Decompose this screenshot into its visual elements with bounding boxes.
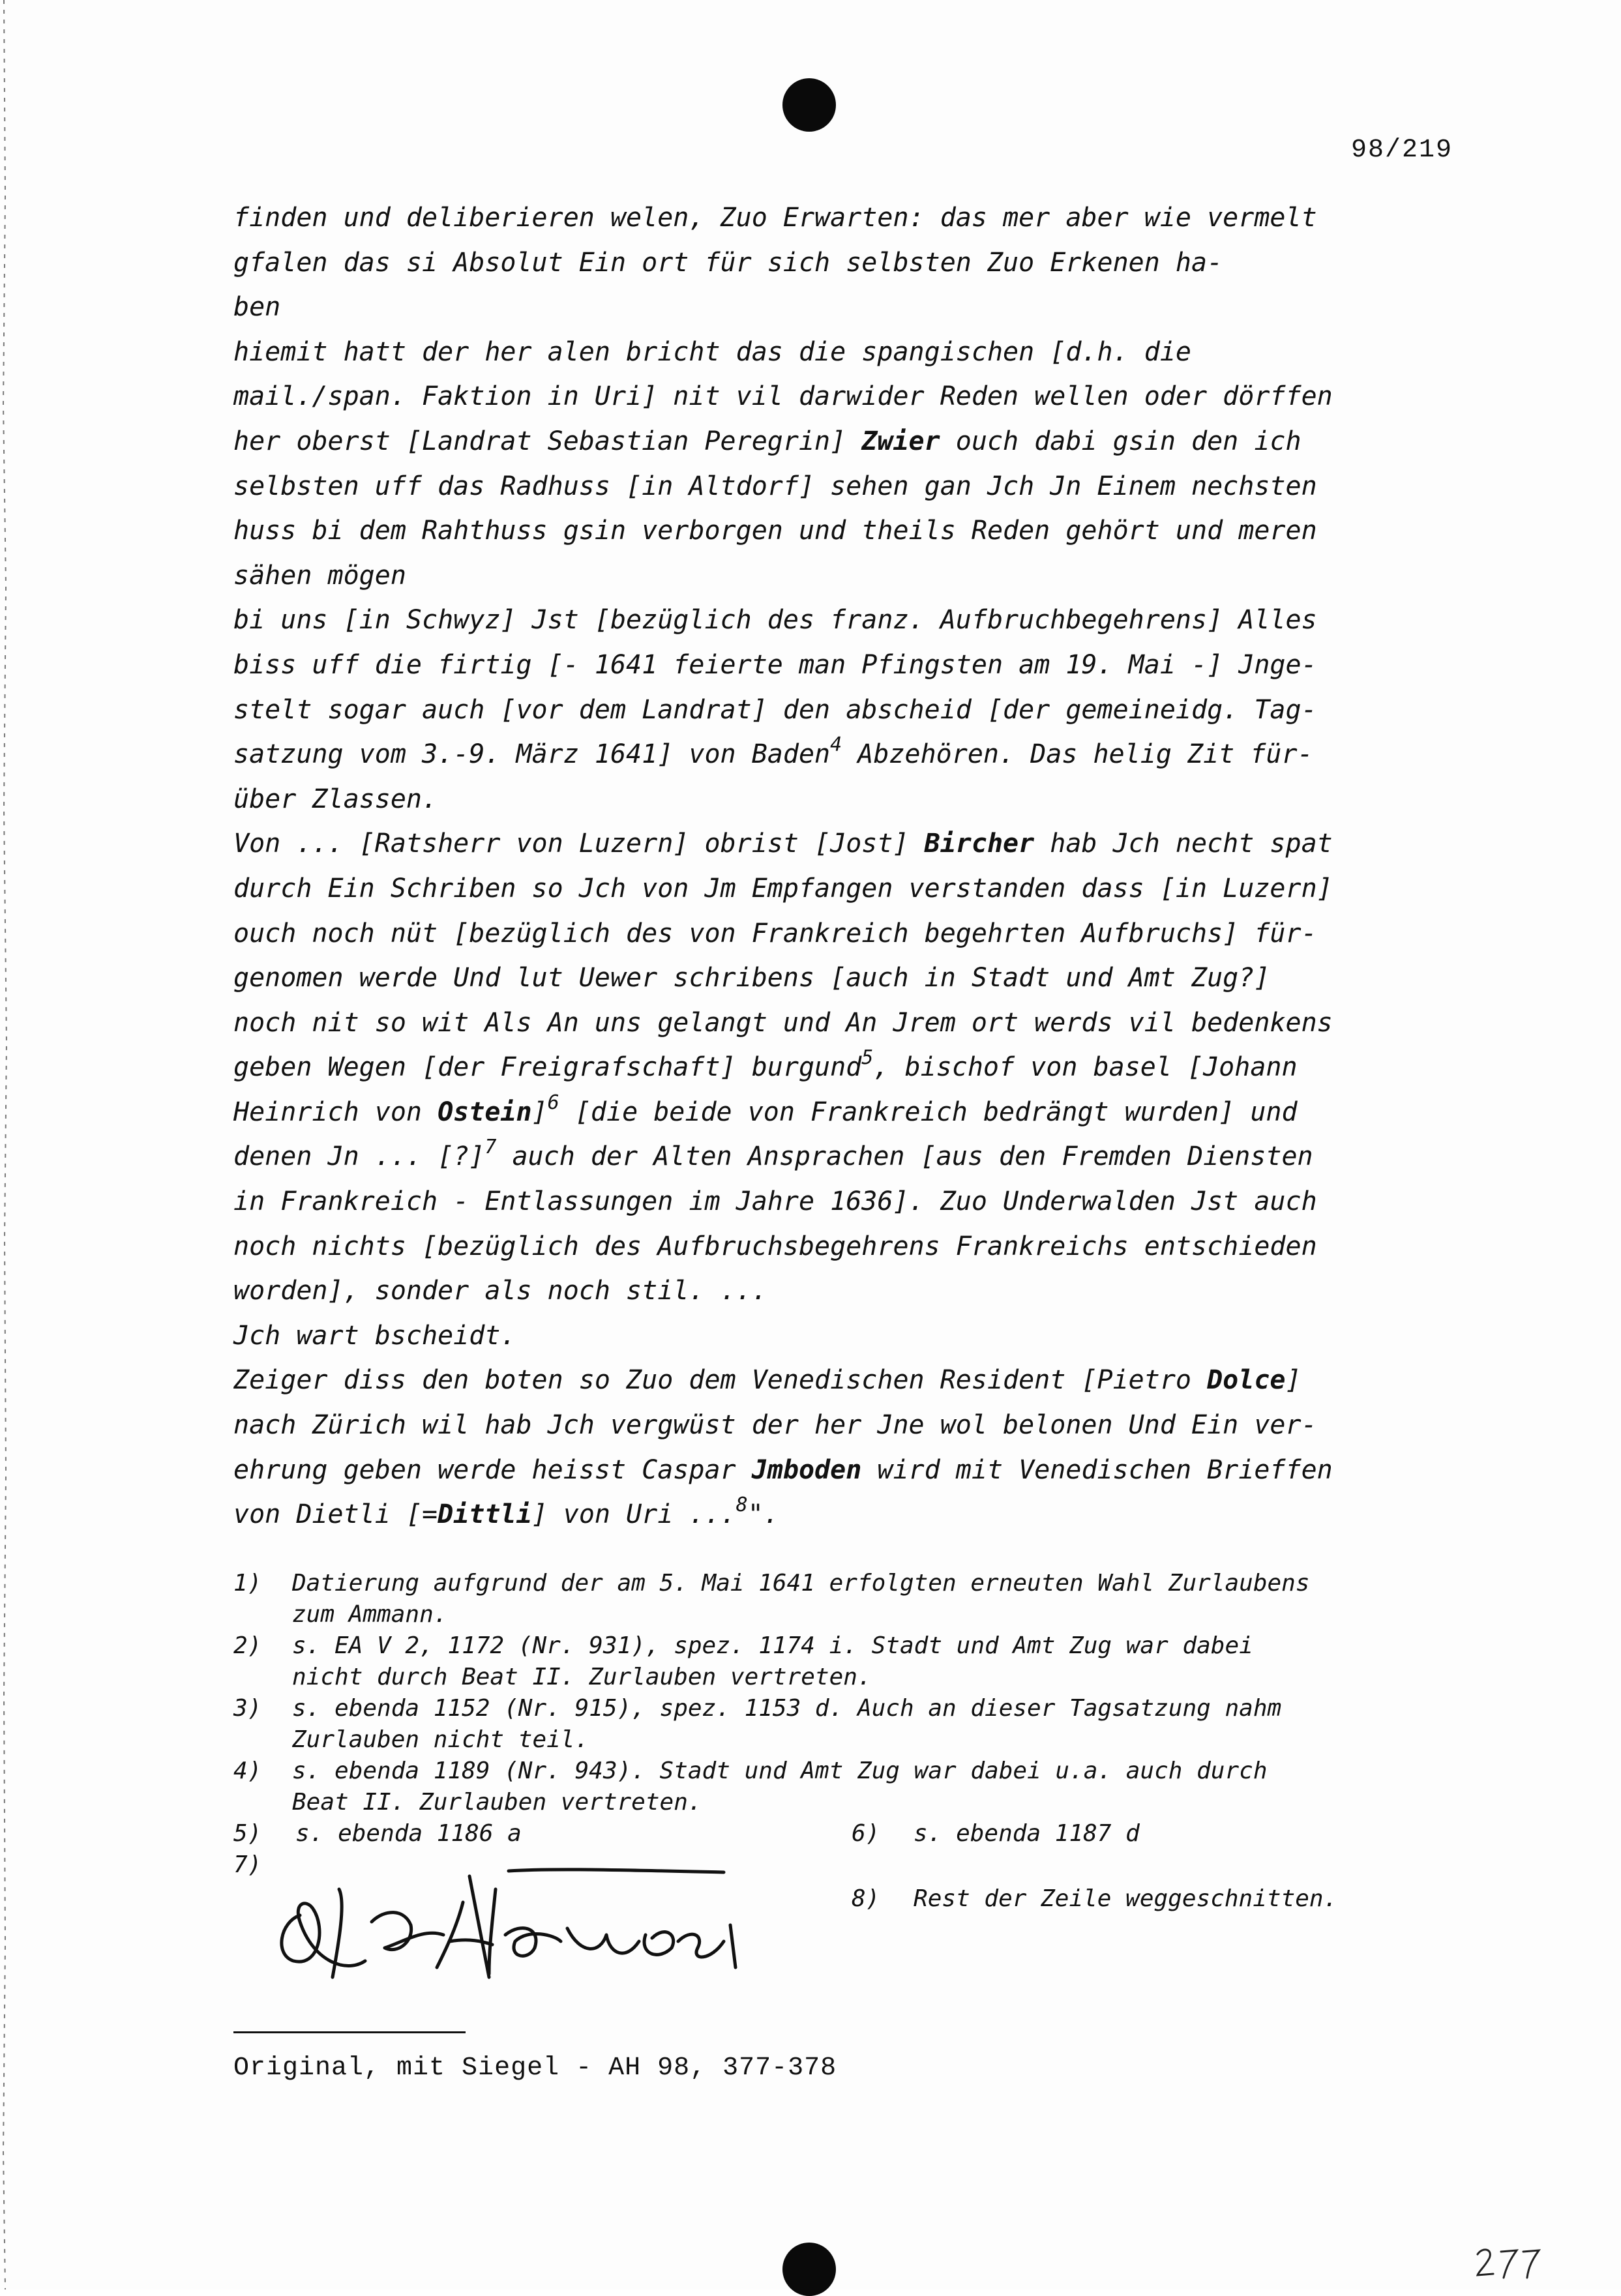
footnotes <box>233 1568 1479 1912</box>
footnote-8 <box>852 1883 1337 1915</box>
text-segment: genomen werde Und lut Uewer schribens [auch in Stadt und Amt Zug?] <box>233 963 1270 993</box>
text-segment: hiemit hatt der her alen bricht das die spangischen [d.h. die <box>233 336 1192 367</box>
text-line <box>233 911 1479 956</box>
text-line <box>233 821 1479 866</box>
text-segment: noch nichts [bezüglich des Aufbruchsbegehrens Frankreichs entschieden <box>233 1231 1317 1261</box>
footnote-text: zum Ammann. <box>292 1601 448 1628</box>
name-bold: Dittli <box>438 1499 532 1530</box>
text-line <box>233 688 1479 733</box>
text-segment: stelt sogar auch [vor dem Landrat] den abscheid [der gemeineidg. Tag- <box>233 694 1317 725</box>
footnote-7 <box>233 1849 261 1881</box>
text-segment: denen Jn ... [?] <box>233 1141 485 1172</box>
handwritten-archive-number <box>1474 2243 1545 2282</box>
text-line <box>233 196 1479 241</box>
text-segment: bi uns [in Schwyz] Jst [bezüglich des franz. Aufbruchbegehrens] Alles <box>233 605 1317 636</box>
text-segment: worden], sonder als noch stil. ... <box>233 1276 767 1306</box>
footnote-number: 2) <box>233 1632 262 1659</box>
footnote-5 <box>233 1818 522 1849</box>
footnote-text: Datierung aufgrund der am 5. Mai 1641 erfolgten erneuten Wahl Zurlaubens <box>292 1570 1310 1597</box>
punch-hole-bottom <box>782 2243 836 2296</box>
footnote-text: nicht durch Beat II. Zurlauben vertreten. <box>292 1664 872 1690</box>
text-segment: Abzehören. Das helig Zit für- <box>842 739 1313 770</box>
text-line <box>233 1269 1479 1314</box>
text-line <box>233 732 1479 777</box>
text-line <box>233 956 1479 1001</box>
scanned-left-edge <box>0 0 16 2289</box>
text-segment: ] <box>1285 1365 1301 1396</box>
footnote-text: s. ebenda 1187 d <box>914 1820 1140 1847</box>
text-segment: ehrung geben werde heisst Caspar <box>233 1454 752 1485</box>
text-line <box>233 464 1479 509</box>
punch-hole-top <box>782 78 836 132</box>
letter-transcription <box>233 196 1479 1537</box>
footnote-reference: 7 <box>484 1136 497 1159</box>
footnote-number: 8) <box>852 1885 880 1912</box>
footnote-text: s. ebenda 1152 (Nr. 915), spez. 1153 d. Auch an dieser Tagsatzung nahm <box>292 1695 1282 1722</box>
text-segment: her oberst [Landrat Sebastian Peregrin] <box>233 426 862 456</box>
name-bold: Dolce <box>1207 1365 1286 1396</box>
text-segment: Zeiger diss den boten so Zuo dem Venedischen Resident [Pietro <box>233 1365 1208 1396</box>
text-line <box>233 374 1479 419</box>
text-segment: ] <box>531 1096 548 1127</box>
text-segment: , bischof von basel [Johann <box>873 1052 1298 1083</box>
footnote-2 <box>233 1630 1479 1693</box>
footnote-text: s. ebenda 1186 a <box>295 1820 522 1847</box>
footer-rule <box>233 2031 466 2033</box>
text-line <box>233 241 1479 286</box>
text-segment: ouch noch nüt [bezüglich des von Frankreich begehrten Aufbruchs] für- <box>233 918 1317 949</box>
footnote-reference: 4 <box>830 733 842 757</box>
text-line <box>233 1224 1479 1269</box>
text-line <box>233 285 1479 330</box>
footnote-reference: 8 <box>736 1494 748 1517</box>
text-line <box>233 1448 1479 1493</box>
text-segment: ouch dabi gsin den ich <box>940 426 1301 456</box>
text-line <box>233 1403 1479 1448</box>
name-bold: Zwier <box>861 426 940 456</box>
handwritten-signature-image <box>274 1863 743 1994</box>
text-segment: auch der Alten Ansprachen [aus den Fremden Diensten <box>496 1141 1313 1172</box>
text-segment: satzung vom 3.-9. März 1641] von Baden <box>233 739 831 770</box>
footnote-1 <box>233 1568 1479 1630</box>
text-segment: huss bi dem Rahthuss gsin verborgen und theils Reden gehört und meren <box>233 516 1317 546</box>
text-line <box>233 777 1479 822</box>
source-citation: Original, mit Siegel - AH 98, 377-378 <box>233 2053 837 2083</box>
footnote-number: 4) <box>233 1758 262 1784</box>
text-segment: mail./span. Faktion in Uri] nit vil darwider Reden wellen oder dörffen <box>233 381 1333 412</box>
text-segment: finden und deliberieren welen, Zuo Erwarten: das mer aber wie vermelt <box>233 203 1317 233</box>
text-segment: sähen mögen <box>233 560 406 591</box>
text-line <box>233 643 1479 688</box>
text-segment: hab Jch necht spat <box>1034 829 1333 859</box>
name-bold: Ostein <box>438 1096 532 1127</box>
text-line <box>233 1314 1479 1359</box>
footnote-number: 5) <box>233 1820 262 1847</box>
text-segment: nach Zürich wil hab Jch vergwüst der her Jne wol belonen Und Ein ver- <box>233 1410 1317 1441</box>
footnote-text: Rest der Zeile weggeschnitten. <box>914 1885 1338 1912</box>
text-segment: biss uff die firtig [- 1641 feierte man Pfingsten am 19. Mai -] Jnge- <box>233 649 1317 680</box>
text-segment: ben <box>233 292 281 323</box>
text-line <box>233 866 1479 911</box>
page-number: 98/219 <box>1351 136 1453 165</box>
footnote-text: s. ebenda 1189 (Nr. 943). Stadt und Amt Zug war dabei u.a. auch durch <box>292 1758 1268 1784</box>
footnote-text: Beat II. Zurlauben vertreten. <box>292 1789 702 1816</box>
text-segment: selbsten uff das Radhuss [in Altdorf] sehen gan Jch Jn Einem nechsten <box>233 471 1317 501</box>
text-segment: Jch wart bscheidt. <box>233 1320 516 1351</box>
text-segment: wird mit Venedischen Brieffen <box>861 1454 1333 1485</box>
text-line <box>233 598 1479 643</box>
text-line <box>233 553 1479 598</box>
name-bold: Jmboden <box>751 1454 862 1485</box>
text-segment: über Zlassen. <box>233 784 438 814</box>
text-line <box>233 508 1479 553</box>
text-segment: Von ... [Ratsherr von Luzern] obrist [Jost] <box>233 829 925 859</box>
text-segment: gfalen das si Absolut Ein ort für sich selbsten Zuo Erkenen ha- <box>233 247 1223 278</box>
text-segment: [die beide von Frankreich bedrängt wurden] und <box>559 1096 1298 1127</box>
text-segment: noch nit so wit Als An uns gelangt und An Jrem ort werds vil bedenkens <box>233 1007 1333 1038</box>
footnote-6 <box>852 1818 1140 1849</box>
text-line <box>233 1090 1479 1135</box>
text-segment: Heinrich von <box>233 1096 438 1127</box>
footnote-reference: 6 <box>547 1091 559 1114</box>
footnote-number: 1) <box>233 1570 262 1597</box>
text-line <box>233 419 1479 464</box>
text-segment: in Frankreich - Entlassungen im Jahre 1636]. Zuo Underwalden Jst auch <box>233 1186 1317 1217</box>
name-bold: Bircher <box>924 829 1035 859</box>
text-line <box>233 1492 1479 1537</box>
footnote-reference: 5 <box>861 1046 874 1070</box>
text-line <box>233 330 1479 375</box>
footnote-4 <box>233 1756 1479 1818</box>
footnote-number: 3) <box>233 1695 262 1722</box>
text-line <box>233 1179 1479 1224</box>
text-segment: von Dietli [= <box>233 1499 438 1530</box>
text-line <box>233 1045 1479 1090</box>
text-segment: geben Wegen [der Freigrafschaft] burgund <box>233 1052 862 1083</box>
text-line <box>233 1358 1479 1403</box>
footnote-3 <box>233 1693 1479 1756</box>
footnote-number: 6) <box>852 1820 880 1847</box>
text-line <box>233 1134 1479 1179</box>
text-line <box>233 1001 1479 1046</box>
text-segment: ] von Uri ... <box>531 1499 736 1530</box>
text-segment: durch Ein Schriben so Jch von Jm Empfangen verstanden dass [in Luzern] <box>233 873 1333 904</box>
footnote-number: 7) <box>233 1851 262 1878</box>
text-segment: ". <box>747 1499 779 1530</box>
footnote-text: Zurlauben nicht teil. <box>292 1726 589 1753</box>
footnote-text: s. EA V 2, 1172 (Nr. 931), spez. 1174 i. Stadt und Amt Zug war dabei <box>292 1632 1253 1659</box>
